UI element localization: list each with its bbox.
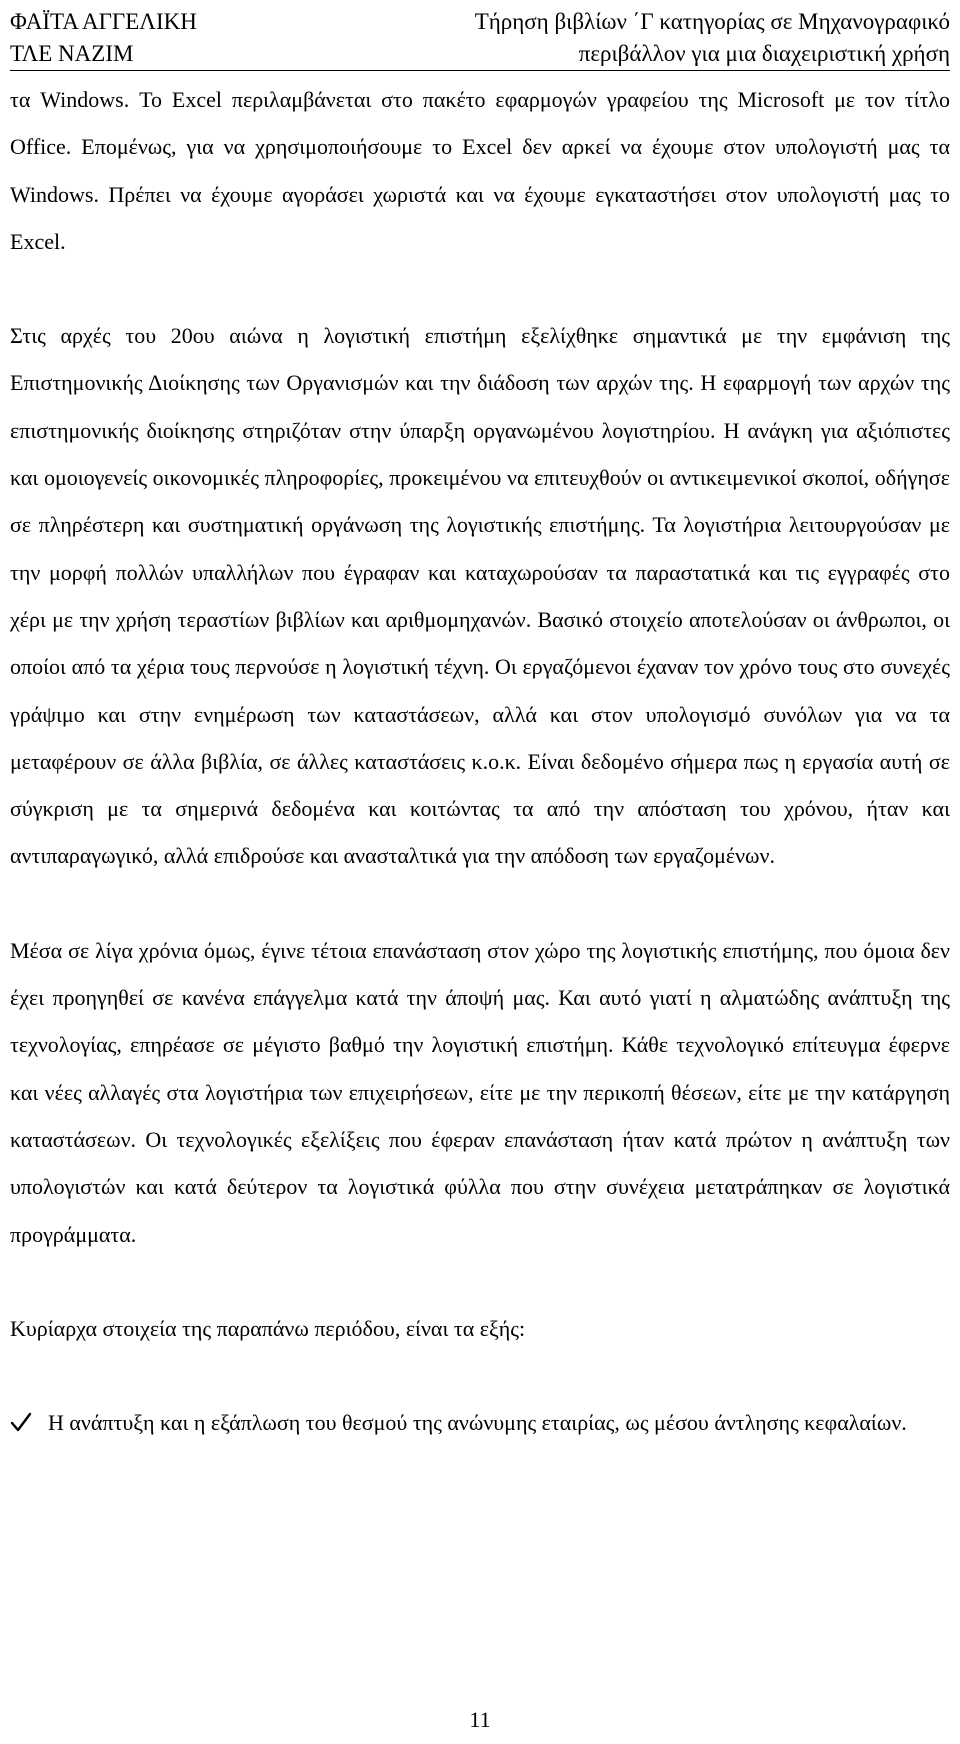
header-title-line-1: Τήρηση βιβλίων ΄Γ κατηγορίας σε Μηχανογραφικό: [474, 9, 950, 34]
paragraph: Κυρίαρχα στοιχεία της παραπάνω περιόδου, είναι τα εξής:: [10, 1315, 526, 1341]
header-author-line-2: ΤΛΕ ΝΑΖΙΜ: [10, 41, 134, 66]
paragraph: Μέσα σε λίγα χρόνια όμως, έγινε τέτοια επανάσταση στον χώρο της λογιστικής επιστήμης, που όμοια δεν έχει προηγηθεί σε κανένα επάγγελμα κατά την άποψή μας. Και αυτό γιατί η αλματώδης ανάπτυξη της τεχνολογίας, επηρέασε σε μέγιστο βαθμό την λογιστική επιστήμη. Κάθε τεχνολογικό επίτευγμα έφερνε και νέες αλλαγές στα λογιστήρια των επιχειρήσεων, είτε με την περικοπή θέσεων, είτε με την κατάργηση καταστάσεων. Οι τεχνολογικές εξελίξεις που έφεραν επανάσταση ήταν κατά πρώτον η ανάπτυξη των υπολογιστών και κατά δεύτερον τα λογιστικά φύλλα που στην συνέχεια μετατράπηκαν σε λογιστικά προγράμματα.: [10, 937, 950, 1247]
checkmark-icon: [10, 1411, 32, 1433]
page-header: [10, 4, 950, 71]
bullet-item: [10, 1399, 950, 1446]
bullet-text: Η ανάπτυξη και η εξάπλωση του θεσμού της ανώνυμης εταιρίας, ως μέσου άντλησης κεφαλαίων.: [48, 1410, 907, 1436]
header-title: [475, 6, 950, 70]
header-authors: [10, 6, 197, 70]
page-number: 11: [469, 1707, 491, 1732]
paragraph: τα Windows. Το Excel περιλαμβάνεται στο πακέτο εφαρμογών γραφείου της Microsoft με τον τίτλο Office. Επομένως, για να χρησιμοποιήσουμε το Excel δεν αρκεί να έχουμε στον υπολογιστή μας τα Windows. Πρέπει να έχουμε αγοράσει χωριστά και να έχουμε εγκαταστήσει στον υπολογιστή μας το Excel.: [10, 87, 950, 254]
document-body: [10, 76, 950, 1446]
header-author-line-1: ΦΑΪΤΑ ΑΓΓΕΛΙΚΗ: [10, 9, 197, 34]
paragraph: Στις αρχές του 20ου αιώνα η λογιστική επιστήμη εξελίχθηκε σημαντικά με την εμφάνιση της Επιστημονικής Διοίκησης των Οργανισμών και την διάδοση των αρχών της. Η εφαρμογή των αρχών της επιστημονικής διοίκησης στηριζόταν στην ύπαρξη οργανωμένου λογιστηρίου. Η ανάγκη για αξιόπιστες και ομοιογενείς οικονομικές πληροφορίες, προκειμένου να επιτευχθούν οι αντικειμενικοί σκοποί, οδήγησε σε πληρέστερη και συστηματική οργάνωση της λογιστικής επιστήμης. Τα λογιστήρια λειτουργούσαν με την μορφή πολλών υπαλλήλων που έγραφαν και καταχωρούσαν τα παραστατικά και τις εγγραφές στο χέρι με την χρήση τεραστίων βιβλίων και αριθμομηχανών. Βασικό στοιχείο αποτελούσαν οι άνθρωποι, οι οποίοι από τα χέρια τους περνούσε η λογιστική τέχνη. Οι εργαζόμενοι έχαναν τον χρόνο τους στο συνεχές γράψιμο και στην ενημέρωση των καταστάσεων, αλλά και στον υπολογισμό συνόλων για να τα μεταφέρουν σε άλλα βιβλία, σε άλλες καταστάσεις κ.ο.κ. Είναι δεδομένο σήμερα πως η εργασία αυτή σε σύγκριση με τα σημερινά δεδομένα και κοιτώντας τα από την απόσταση του χρόνου, ήταν και αντιπαραγωγικό, αλλά επιδρούσε και ανασταλτικά για την απόδοση των εργαζομένων.: [10, 323, 950, 869]
header-title-line-2: περιβάλλον για μια διαχειριστική χρήση: [578, 41, 950, 66]
